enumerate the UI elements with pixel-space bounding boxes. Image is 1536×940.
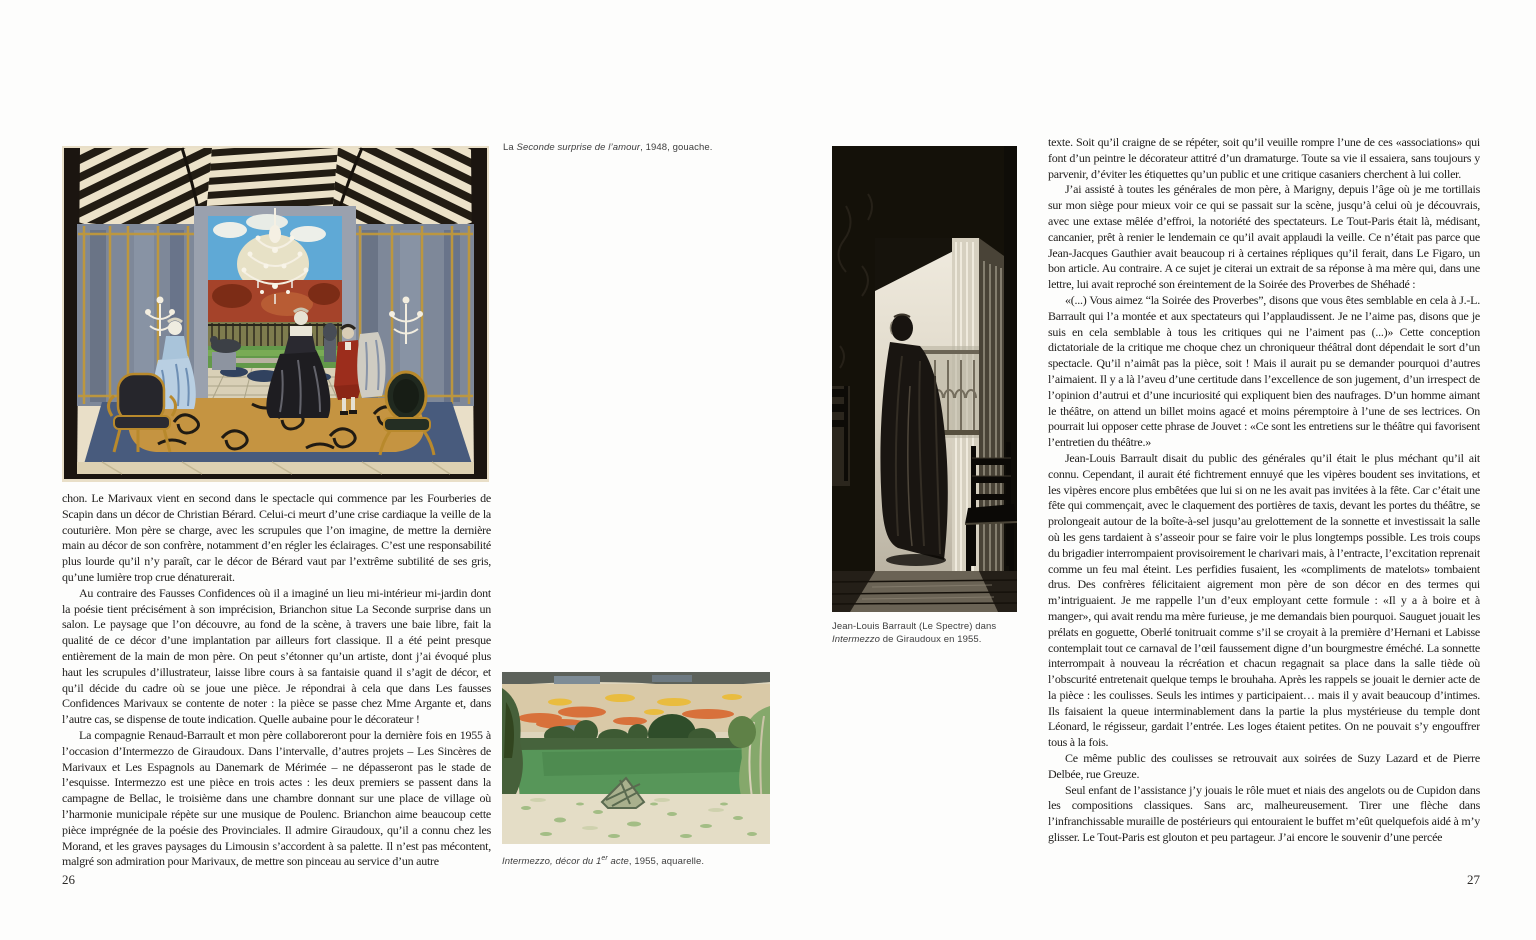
- caption-title: Intermezzo: [832, 633, 880, 645]
- caption-suffix: de Giraudoux en 1955.: [880, 633, 982, 645]
- photo-svg: [832, 146, 1017, 612]
- caption-lead: La: [503, 142, 517, 153]
- stage-set-gouache-image: [62, 146, 489, 482]
- stage-apron: [77, 462, 474, 474]
- caption-suffix: , 1955, aquarelle.: [628, 856, 705, 867]
- statue-right: [323, 323, 337, 362]
- caption-title: Seconde surprise de l’amour: [516, 142, 641, 153]
- paragraph: «(...) Vous aimez “la Soirée des Proverbes”, disons que vous êtes semblable en cela à J.-L. Barrault qui l’a montée et aux spectateurs qui l’applaudissent. Je ne l’aime pas, disons que je suis en cela semblable à tous les critiques qui ne l’aiment pas (...)» Cette conception dictatoriale de la critique me choque chez un chroniqueur théâtral dont dépendait le sort d’un spectacle. Qu’il n’aimât pas la pièce, soit ! Mais il aurait pu se demander pourquoi d’autres l’aimaient. Il y a là l’aveu d’une certitude dans l’excellence de son jugement, d’un irrespect de l’opinion d’autrui et d’une incuriosité qui expliquent bien des naufrages. D’un homme aimant le théâtre, on attend un billet moins agacé et moins péremptoire à l’une de ses lectrices. On pourrait lui opposer cette phrase de Jouvet : «Ce sont les entretiens sur le théâtre qui favorisent l’entretien du théâtre.»: [1048, 292, 1480, 450]
- body-text-column-right: [1048, 135, 1480, 883]
- paragraph: Jean-Louis Barrault disait du public des générales qu’il était le plus méchant qu’il ait connu. Cependant, il aurait été fichtrement ennuyé que les vipères boudent ses invitations, et les vipères encore plus embêtées que lui si on ne les avait pas invitées à la fête. Car c’était une fête qui commençait, avec le claquement des portières de taxis, devant les portes du théâtre, se prolongeait autour de la boîte-à-sel jusqu’au grelottement de la sonnette et investissait la salle où les gens tardaient à s’asseoir pour se faire voir le plus longtemps possible. Les trois coups du brigadier interrompaient provisoirement le charivari mais, à l’entracte, l’excitation reprenait comme un feu mal éteint. Les perfidies fusaient, les «compliments de matelots» tombaient drus. Des confrères félicitaient aigrement mon père de son décor en des termes qui m’intriguaient. Je me rappelle l’un d’eux employant cette formule : «Il y a à boire et à manger», qui avait rendu ma mère furieuse, je me demandais bien pourquoi. Sauguet jouait les prélats en goguette, Oberlé tonitruait comme s’il se croyait à la première d’Hernani et Labisse contemplait tout ce carnaval de l’œil faussement digne d’un bourgmestre éméché. La sonnette interrompait à nouveau la récréation et chacun regagnait sa place dans la salle tiède où l’obscurité entretenait quelque temps le brouhaha. Après les rappels se jouait le dernier acte de la pièce : les coulisses. Seuls les intimes y participaient… mais il y avait beaucoup d’intimes. Ils faisaient la queue interminablement dans la partie la plus mystérieuse du temple dont Léonard, le régisseur, gardait l’entrée. Les loges étaient petites. On ne pouvait s’y engouffrer tous à la fois.: [1048, 450, 1480, 750]
- stage-artwork-caption: [503, 142, 713, 155]
- caption-title: Intermezzo, décor du 1: [502, 856, 602, 867]
- paragraph: Ce même public des coulisses se retrouvait aux soirées de Suzy Lazard et de Pierre Delbée, rue Greuze.: [1048, 751, 1480, 781]
- paragraph: texte. Soit qu’il craigne de se répéter, soit qu’il veuille rompre l’une de ces «associations» qui font d’un peintre le décorateur attitré d’un dramaturge. Toute sa vie il essaiera, sans toujours y parvenir, d’éviter les étiquettes qu’un public et une critique casaniers cherchent à lui coller.: [1048, 135, 1480, 181]
- page-number-left: 26: [62, 872, 75, 887]
- landscape-artwork-svg: [502, 672, 770, 844]
- stage-set-artwork-svg: [62, 146, 489, 482]
- body-text-column-left: [62, 491, 491, 873]
- paragraph: chon. Le Marivaux vient en second dans le spectacle qui commence par les Fourberies de Scapin dans un décor de Christian Bérard. Celui-ci meurt d’une crise cardiaque la veille de la couturière. Mon père se charge, avec les scrupules que l’on imagine, de mettre la dernière main au décor de son confrère, notamment d’en régler les éclairages. C’est une responsabilité plus lourde qu’il n’y paraît, car le décor de Bérard vaut par l’extrême subtilité de ses gris, qu’une lumière trop crue dénaturerait.: [62, 491, 491, 584]
- figure-white-coat: [357, 332, 385, 398]
- paragraph: Au contraire des Fausses Confidences où il a imaginé un lieu mi-intérieur mi-jardin dont la poésie tient précisément à son imprécision, Brianchon situe La Seconde surprise dans un salon. Le paysage que l’on découvre, au fond de la scène, à travers une baie libre, fait la qualité de ce décor d’une implantation par ailleurs fort classique. Il a été peint presque entièrement de la main de mon père. On peut s’étonner qu’un artiste, dont j’ai évoqué plus haut les scrupules d’illustrateur, laisse libre cours à sa fantaisie quand il s’agit de décor, et qu’il décide du cadre où se joue une pièce. Je répondrai à cela que dans Les fausses Confidences Marivaux se contente de noter : la pièce se passe chez Mme Argante et, dans l’autre cas, se dispense de toute indication. Quelle aubaine pour le décorateur !: [62, 585, 491, 727]
- caption-title-tail: acte: [607, 856, 629, 867]
- paragraph: J’ai assisté à toutes les générales de mon père, à Marigny, depuis l’âge où je me tortillais sur mon siège pour mieux voir ce qui se passait sur la scène, jusqu’à celui où je découvrais, avec une extase mêlée d’effroi, la notoriété des spectateurs. Le Tout-Paris était là, médisant, cancanier, prêt à renier le lendemain ce qu’il avait applaudi la veille. Ce n’était pas parce que Jean-Jacques Gauthier avait beaucoup ri à certaines répliques qu’il ferait, dans Le Figaro, un bon article. Au contraire. A ce sujet je citerai un extrait de sa réponse à ma mère qui, dans une lettre, lui avait reproché son éreintement de la Soirée des Proverbes de Shéhadé :: [1048, 182, 1480, 292]
- caption-lead: Jean-Louis Barrault (Le Spectre) dans: [832, 621, 997, 632]
- barrault-photograph: [832, 146, 1017, 612]
- caption-superscript: er: [601, 854, 608, 862]
- photo-caption: [832, 621, 1032, 646]
- page-number-right: 27: [1467, 872, 1480, 887]
- floor: [832, 571, 1017, 612]
- paragraph: Seul enfant de l’assistance j’y jouais le rôle muet et niais des angelots ou de Cupidon dans les compositions classiques. Sans arc, malheureusement. Tirer une flèche dans l’infranchissable muraille de postérieurs qui entouraient le buffet m’eût quelquefois aidé à m’y glisser. Le Tout-Paris est glouton et peu partageur. J’ai encore le souvenir d’une percée: [1048, 782, 1480, 845]
- caption-suffix: , 1948, gouache.: [640, 142, 713, 153]
- landscape-caption: [502, 856, 704, 869]
- intermezzo-watercolor-image: [502, 672, 770, 844]
- paragraph: La compagnie Renaud-Barrault et mon père collaboreront pour la dernière fois en 1955 à l’occasion d’Intermezzo de Giraudoux. Dans l’intervalle, d’autres projets – Les Sincères de Marivaux et Les Espagnols au Danemark de Mérimée – ne dépasseront pas le stade de l’esquisse. Intermezzo est une pièce en trois actes : les deux premiers se passent dans la campagne de Bellac, le troisième dans une chambre donnant sur une place de village où l’harmonie municipale répète sur une musique de Poulenc. Brianchon aime beaucoup cette pièce imprégnée de la poésie des Provinciales. Il admire Giraudoux, qu’il a connu chez les Morand, et les graves paysages du Limousin s’accordent à sa palette. Il n’est pas mécontent, malgré son admiration pour Marivaux, de mettre son pinceau au service d’un autre: [62, 727, 491, 869]
